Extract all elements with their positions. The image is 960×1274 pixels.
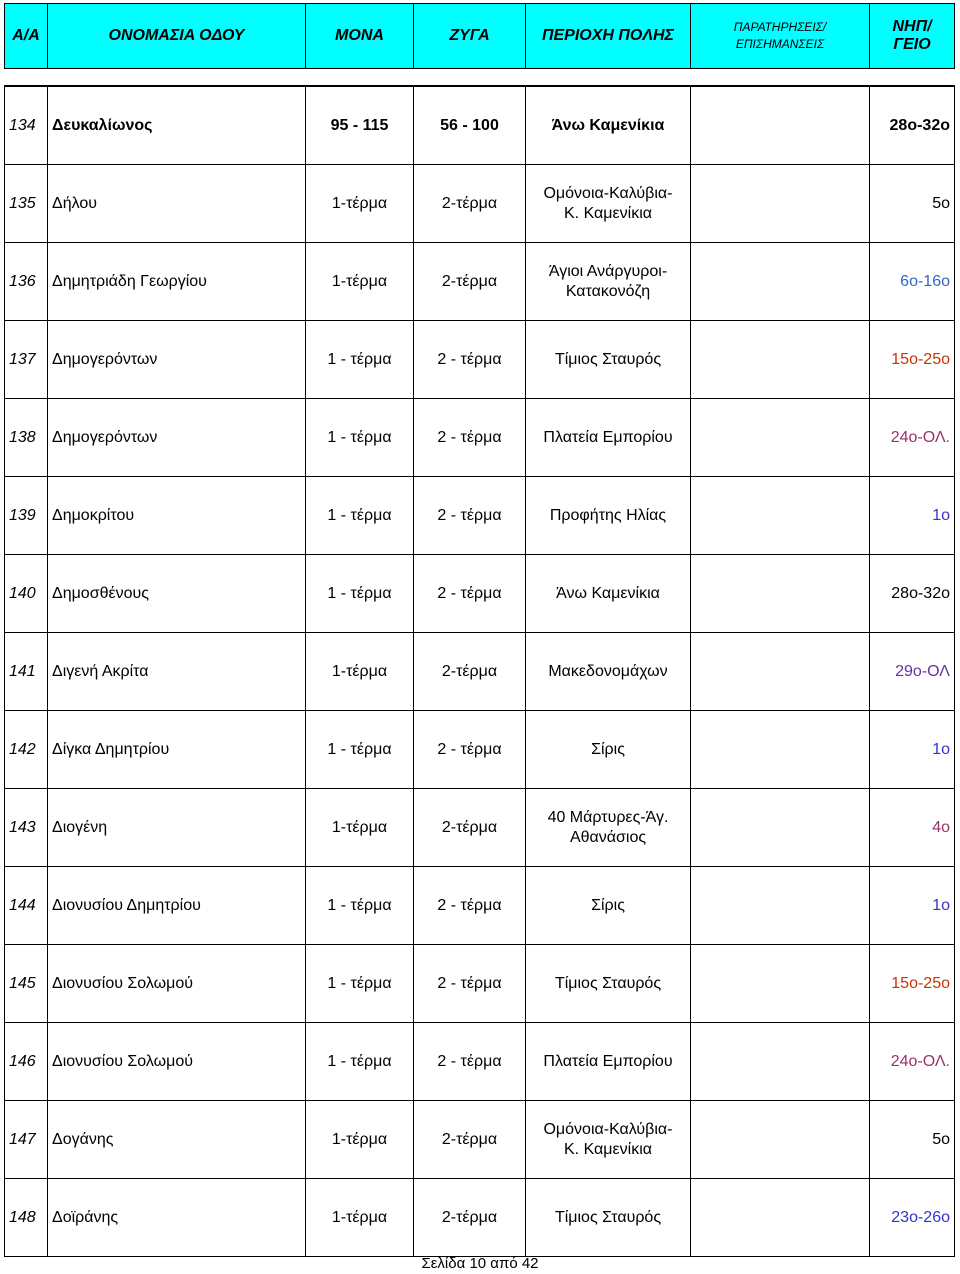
odd-range: 1 - τέρμα xyxy=(306,867,414,945)
street-name: Δογάνης xyxy=(48,1101,306,1179)
kindergarten: 1ο xyxy=(870,711,955,789)
street-name: Δημογερόντων xyxy=(48,321,306,399)
row-number: 138 xyxy=(4,399,48,477)
even-range: 2 - τέρμα xyxy=(414,1023,526,1101)
row-number: 142 xyxy=(4,711,48,789)
table-row xyxy=(4,945,955,1023)
odd-range: 1-τέρμα xyxy=(306,633,414,711)
page-footer: Σελίδα 10 από 42 xyxy=(421,1255,539,1272)
odd-range: 1-τέρμα xyxy=(306,1101,414,1179)
notes xyxy=(691,321,870,399)
notes xyxy=(691,477,870,555)
city-area: Σίρις xyxy=(526,711,691,789)
city-area: Ομόνοια-Καλύβια- Κ. Καμενίκια xyxy=(526,165,691,243)
header-kindergarten: ΝΗΠ/ΓΕΙΟ xyxy=(870,3,955,69)
notes xyxy=(691,711,870,789)
street-name: Διονυσίου Δημητρίου xyxy=(48,867,306,945)
even-range: 56 - 100 xyxy=(414,86,526,165)
table-row xyxy=(4,243,955,321)
kindergarten: 5ο xyxy=(870,165,955,243)
odd-range: 1 - τέρμα xyxy=(306,1023,414,1101)
kindergarten: 4ο xyxy=(870,789,955,867)
kindergarten: 5ο xyxy=(870,1101,955,1179)
odd-range: 1 - τέρμα xyxy=(306,555,414,633)
streets-table xyxy=(4,3,955,1257)
odd-range: 1-τέρμα xyxy=(306,165,414,243)
notes xyxy=(691,165,870,243)
even-range: 2-τέρμα xyxy=(414,789,526,867)
notes xyxy=(691,633,870,711)
even-range: 2 - τέρμα xyxy=(414,477,526,555)
notes xyxy=(691,86,870,165)
kindergarten: 15ο-25ο xyxy=(870,321,955,399)
notes xyxy=(691,399,870,477)
city-area: Τίμιος Σταυρός xyxy=(526,945,691,1023)
table-row xyxy=(4,321,955,399)
row-number: 140 xyxy=(4,555,48,633)
header-notes: ΠΑΡΑΤΗΡΗΣΕΙΣ/ ΕΠΙΣΗΜΑΝΣΕΙΣ xyxy=(691,3,870,69)
city-area: Άγιοι Ανάργυροι- Κατακονόζη xyxy=(526,243,691,321)
notes xyxy=(691,789,870,867)
city-area: 40 Μάρτυρες-Άγ. Αθανάσιος xyxy=(526,789,691,867)
city-area: Ομόνοια-Καλύβια- Κ. Καμενίκια xyxy=(526,1101,691,1179)
header-street-name: ΟΝΟΜΑΣΙΑ ΟΔΟΥ xyxy=(48,3,306,69)
street-name: Διγενή Ακρίτα xyxy=(48,633,306,711)
table-row xyxy=(4,789,955,867)
odd-range: 1-τέρμα xyxy=(306,1179,414,1257)
even-range: 2 - τέρμα xyxy=(414,711,526,789)
kindergarten: 29ο-ΟΛ xyxy=(870,633,955,711)
kindergarten: 28ο-32ο xyxy=(870,86,955,165)
row-number: 135 xyxy=(4,165,48,243)
kindergarten: 15ο-25ο xyxy=(870,945,955,1023)
header-gap xyxy=(4,69,955,86)
city-area: Σίρις xyxy=(526,867,691,945)
kindergarten: 23ο-26ο xyxy=(870,1179,955,1257)
odd-range: 1 - τέρμα xyxy=(306,321,414,399)
city-area: Μακεδονομάχων xyxy=(526,633,691,711)
header-odd: ΜΟΝΑ xyxy=(306,3,414,69)
table-row xyxy=(4,165,955,243)
street-name: Δημοσθένους xyxy=(48,555,306,633)
notes xyxy=(691,1023,870,1101)
even-range: 2-τέρμα xyxy=(414,1179,526,1257)
even-range: 2 - τέρμα xyxy=(414,321,526,399)
street-name: Δημοκρίτου xyxy=(48,477,306,555)
table-row xyxy=(4,633,955,711)
even-range: 2-τέρμα xyxy=(414,1101,526,1179)
kindergarten: 24ο-ΟΛ. xyxy=(870,1023,955,1101)
even-range: 2 - τέρμα xyxy=(414,867,526,945)
kindergarten: 6ο-16ο xyxy=(870,243,955,321)
odd-range: 1 - τέρμα xyxy=(306,711,414,789)
street-name: Δημητριάδη Γεωργίου xyxy=(48,243,306,321)
street-name: Δίγκα Δημητρίου xyxy=(48,711,306,789)
kindergarten: 24ο-ΟΛ. xyxy=(870,399,955,477)
notes xyxy=(691,1101,870,1179)
city-area: Τίμιος Σταυρός xyxy=(526,1179,691,1257)
header-even: ΖΥΓΑ xyxy=(414,3,526,69)
even-range: 2-τέρμα xyxy=(414,165,526,243)
odd-range: 1-τέρμα xyxy=(306,243,414,321)
kindergarten: 28ο-32ο xyxy=(870,555,955,633)
kindergarten: 1ο xyxy=(870,867,955,945)
city-area: Άνω Καμενίκια xyxy=(526,86,691,165)
notes xyxy=(691,1179,870,1257)
city-area: Τίμιος Σταυρός xyxy=(526,321,691,399)
row-number: 137 xyxy=(4,321,48,399)
row-number: 136 xyxy=(4,243,48,321)
notes xyxy=(691,867,870,945)
odd-range: 95 - 115 xyxy=(306,86,414,165)
even-range: 2 - τέρμα xyxy=(414,945,526,1023)
notes xyxy=(691,243,870,321)
table-row xyxy=(4,1101,955,1179)
street-name: Δευκαλίωνος xyxy=(48,86,306,165)
table-row xyxy=(4,555,955,633)
table-row xyxy=(4,711,955,789)
table-row xyxy=(4,86,955,165)
street-name: Διογένη xyxy=(48,789,306,867)
row-number: 139 xyxy=(4,477,48,555)
header-row xyxy=(4,3,955,69)
odd-range: 1-τέρμα xyxy=(306,789,414,867)
header-aa: Α/Α xyxy=(4,3,48,69)
street-name: Δοϊράνης xyxy=(48,1179,306,1257)
row-number: 144 xyxy=(4,867,48,945)
city-area: Άνω Καμενίκια xyxy=(526,555,691,633)
street-name: Διονυσίου Σολωμού xyxy=(48,1023,306,1101)
table-body xyxy=(4,86,955,1257)
table-row xyxy=(4,477,955,555)
kindergarten: 1ο xyxy=(870,477,955,555)
even-range: 2 - τέρμα xyxy=(414,555,526,633)
row-number: 147 xyxy=(4,1101,48,1179)
table-row xyxy=(4,399,955,477)
street-name: Δημογερόντων xyxy=(48,399,306,477)
odd-range: 1 - τέρμα xyxy=(306,945,414,1023)
even-range: 2-τέρμα xyxy=(414,243,526,321)
row-number: 134 xyxy=(4,86,48,165)
street-name: Δήλου xyxy=(48,165,306,243)
row-number: 141 xyxy=(4,633,48,711)
odd-range: 1 - τέρμα xyxy=(306,399,414,477)
row-number: 148 xyxy=(4,1179,48,1257)
header-area: ΠΕΡΙΟΧΗ ΠΟΛΗΣ xyxy=(526,3,691,69)
city-area: Πλατεία Εμπορίου xyxy=(526,1023,691,1101)
city-area: Πλατεία Εμπορίου xyxy=(526,399,691,477)
even-range: 2-τέρμα xyxy=(414,633,526,711)
even-range: 2 - τέρμα xyxy=(414,399,526,477)
table-row xyxy=(4,1179,955,1257)
row-number: 146 xyxy=(4,1023,48,1101)
city-area: Προφήτης Ηλίας xyxy=(526,477,691,555)
table-row xyxy=(4,867,955,945)
notes xyxy=(691,945,870,1023)
table-row xyxy=(4,1023,955,1101)
row-number: 145 xyxy=(4,945,48,1023)
odd-range: 1 - τέρμα xyxy=(306,477,414,555)
row-number: 143 xyxy=(4,789,48,867)
notes xyxy=(691,555,870,633)
street-name: Διονυσίου Σολωμού xyxy=(48,945,306,1023)
